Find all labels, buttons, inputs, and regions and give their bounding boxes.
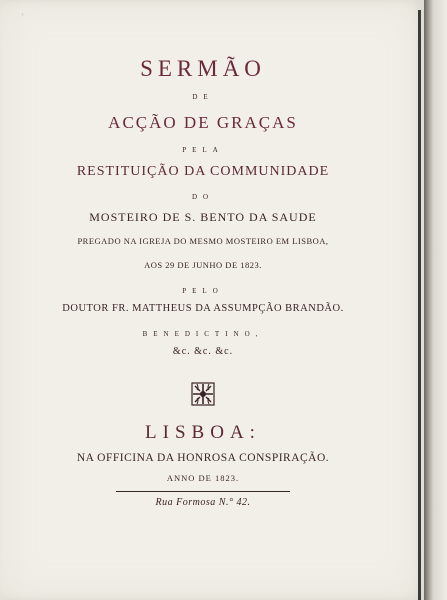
order-line: BENEDICTINO,: [142, 330, 264, 338]
printers-ornament-icon: [189, 380, 217, 408]
connector-pela: PELA: [182, 146, 224, 154]
connector-de: DE: [192, 93, 214, 101]
subtitle-accao-de-gracas: ACÇÃO DE GRAÇAS: [108, 113, 298, 132]
binding-edge: [418, 10, 421, 600]
page-edge-shadow: [424, 0, 447, 600]
author-line: DOUTOR FR. MATTHEUS DA ASSUMPÇÃO BRANDÃO.: [62, 303, 344, 314]
date-line: AOS 29 DE JUNHO DE 1823.: [144, 260, 262, 270]
preached-at-line: PREGADO NA IGREJA DO MESMO MOSTEIRO EM LISBOA,: [77, 236, 329, 246]
imprint-city: LISBOA:: [145, 422, 261, 443]
imprint-printer: NA OFFICINA DA HONROSA CONSPIRAÇÃO.: [76, 452, 330, 464]
imprint-rule: [116, 491, 290, 492]
connector-pelo: PELO: [182, 287, 224, 295]
imprint-address: Rua Formosa N.° 42.: [155, 497, 251, 508]
subtitle-restituicao: RESTITUIÇÃO DA COMMUNIDADE: [76, 164, 330, 179]
monastery-name: MOSTEIRO DE S. BENTO DA SAUDE: [89, 210, 317, 224]
imprint-year: ANNO DE 1823.: [166, 473, 240, 483]
paper-speck: ': [22, 12, 24, 22]
connector-do: DO: [191, 193, 215, 201]
etcetera-line: &c. &c. &c.: [172, 346, 234, 357]
sermon-title: SERMÃO: [140, 56, 266, 81]
